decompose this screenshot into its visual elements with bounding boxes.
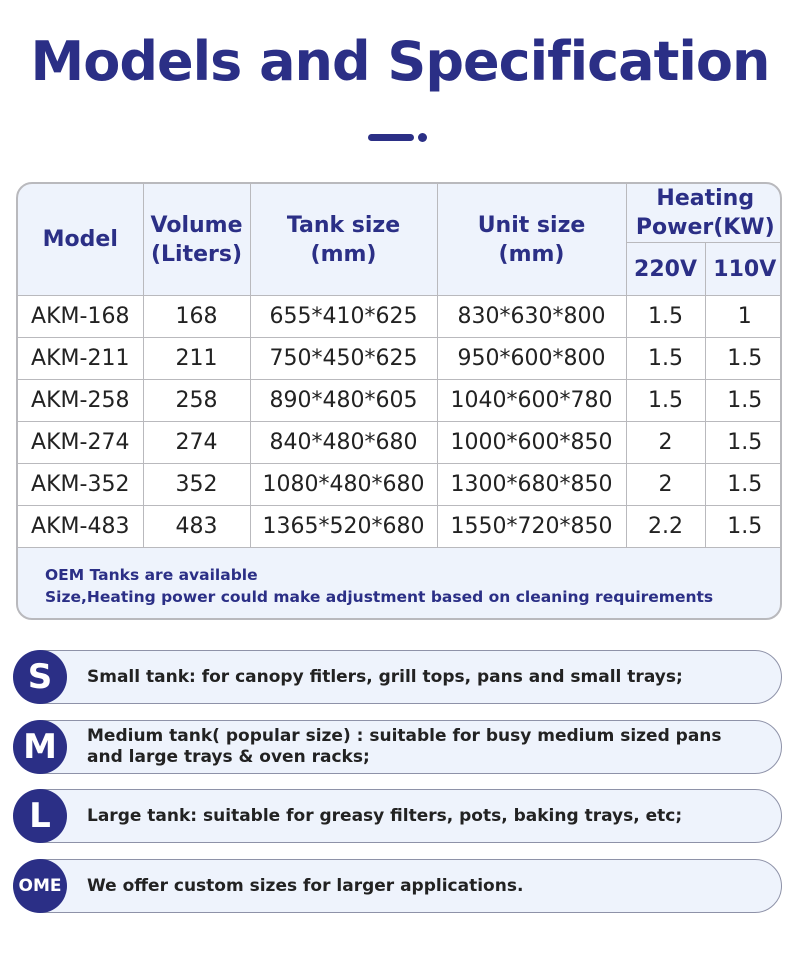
table-row (18, 338, 782, 380)
divider-bar (368, 134, 414, 141)
cell-volume: 274 (143, 422, 250, 464)
spec-table (18, 184, 782, 548)
header-heating-power: Heating Power(KW) (626, 184, 782, 243)
divider-dot (418, 133, 427, 142)
note-adjustment: Size,Heating power could make adjustment based on cleaning requirements (45, 588, 714, 606)
cell-model: AKM-274 (18, 422, 143, 464)
cell-model: AKM-258 (18, 380, 143, 422)
cell-unit-size: 830*630*800 (437, 296, 626, 338)
cell-power-220v: 2 (626, 464, 705, 506)
cell-unit-size: 1040*600*780 (437, 380, 626, 422)
table-notes (45, 564, 713, 608)
cell-volume: 352 (143, 464, 250, 506)
cell-tank-size: 655*410*625 (250, 296, 437, 338)
size-item-large (16, 789, 782, 843)
cell-power-220v: 2.2 (626, 506, 705, 548)
size-item-small (16, 650, 782, 704)
cell-power-220v: 1.5 (626, 338, 705, 380)
note-oem: OEM Tanks are available (45, 566, 258, 584)
table-row (18, 296, 782, 338)
cell-power-110v: 1 (705, 296, 782, 338)
cell-model: AKM-483 (18, 506, 143, 548)
header-tank-size: Tank size (mm) (250, 184, 437, 296)
size-badge-m: M (13, 720, 67, 774)
cell-model: AKM-352 (18, 464, 143, 506)
header-110v: 110V (705, 243, 782, 296)
cell-power-110v: 1.5 (705, 506, 782, 548)
cell-unit-size: 1300*680*850 (437, 464, 626, 506)
size-description: Large tank: suitable for greasy filters, pots, baking trays, etc; (87, 805, 683, 826)
size-badge-ome: OME (13, 859, 67, 913)
cell-tank-size: 750*450*625 (250, 338, 437, 380)
cell-unit-size: 1000*600*850 (437, 422, 626, 464)
cell-power-220v: 2 (626, 422, 705, 464)
cell-model: AKM-168 (18, 296, 143, 338)
size-badge-s: S (13, 650, 67, 704)
size-item-custom (16, 859, 782, 913)
cell-power-110v: 1.5 (705, 464, 782, 506)
cell-tank-size: 1080*480*680 (250, 464, 437, 506)
cell-volume: 258 (143, 380, 250, 422)
cell-power-110v: 1.5 (705, 338, 782, 380)
table-row (18, 464, 782, 506)
cell-tank-size: 890*480*605 (250, 380, 437, 422)
size-description: Medium tank( popular size) : suitable for busy medium sized pans and large trays & oven racks; (87, 726, 722, 767)
cell-tank-size: 1365*520*680 (250, 506, 437, 548)
table-row (18, 506, 782, 548)
size-description: We offer custom sizes for larger applications. (87, 875, 524, 896)
header-unit-size: Unit size (mm) (437, 184, 626, 296)
cell-volume: 168 (143, 296, 250, 338)
cell-model: AKM-211 (18, 338, 143, 380)
spec-table-panel (16, 182, 782, 620)
header-volume: Volume (Liters) (143, 184, 250, 296)
cell-volume: 483 (143, 506, 250, 548)
header-220v: 220V (626, 243, 705, 296)
header-model: Model (18, 184, 143, 296)
page-title: Models and Specification (30, 30, 770, 93)
cell-power-220v: 1.5 (626, 296, 705, 338)
table-row (18, 422, 782, 464)
size-item-medium (16, 720, 782, 774)
table-row (18, 380, 782, 422)
size-description: Small tank: for canopy fitlers, grill tops, pans and small trays; (87, 666, 683, 687)
cell-volume: 211 (143, 338, 250, 380)
cell-tank-size: 840*480*680 (250, 422, 437, 464)
cell-power-110v: 1.5 (705, 422, 782, 464)
cell-unit-size: 1550*720*850 (437, 506, 626, 548)
cell-unit-size: 950*600*800 (437, 338, 626, 380)
cell-power-110v: 1.5 (705, 380, 782, 422)
cell-power-220v: 1.5 (626, 380, 705, 422)
size-badge-l: L (13, 789, 67, 843)
